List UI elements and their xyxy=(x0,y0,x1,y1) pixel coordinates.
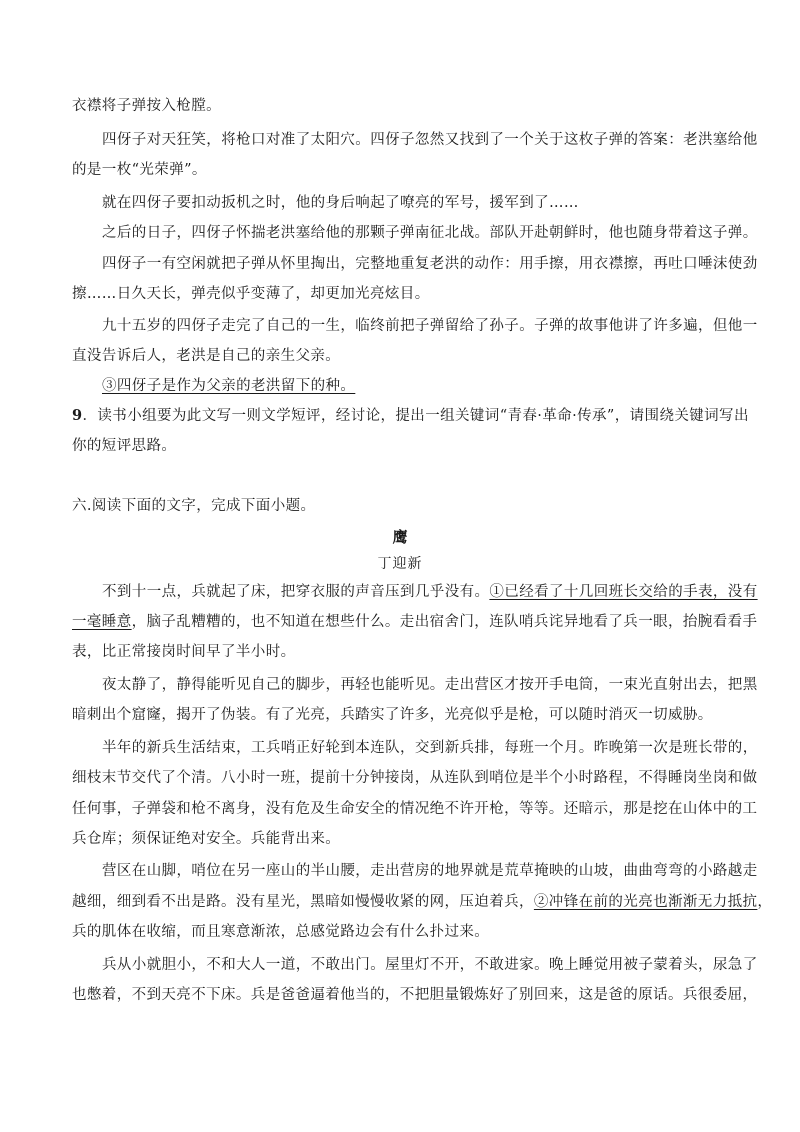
story-title: 鹰 xyxy=(392,528,408,546)
section-heading: 六.阅读下面的文字，完成下面小题。 xyxy=(72,498,316,514)
text-line: 细枝末节交代了个清。八小时一班，提前十分钟接岗，从连队到哨位是半个小时路程，不得睡岗坐岗和做 xyxy=(72,770,758,786)
text-span: ， xyxy=(757,894,773,910)
text-line: 夜太静了，静得能听见自己的脚步，再轻也能听见。走出营区才按开手电筒，一束光直射出去，把黑 xyxy=(102,677,758,693)
text-line xyxy=(102,582,758,602)
text-line: 表，比正常接岗时间早了半小时。 xyxy=(72,644,296,660)
text-line: 之后的日子，四伢子怀揣老洪塞给他的那颗子弹南征北战。部队开赴朝鲜时，他也随身带着这子弹。 xyxy=(102,225,758,241)
text-line: 兵从小就胆小，不和大人一道，不敢出门。屋里灯不开，不敢进家。晚上睡觉用被子蒙着头，尿急了 xyxy=(102,957,758,973)
text-span: ，脑子乱糟糟的，也不知道在想些什么。走出宿舍门，连队哨兵诧异地看了兵一眼，抬腕看看手 xyxy=(131,614,758,630)
text-line: 你的短评思路。 xyxy=(72,438,177,454)
text-line: 半年的新兵生活结束，工兵哨正好轮到本连队，交到新兵排，每班一个月。昨晚第一次是班长带的， xyxy=(102,740,758,756)
text-span: 不到十一点，兵就起了床，把穿衣服的声音压到几乎没有。 xyxy=(102,584,490,600)
text-span: 越细，细到看不出是路。没有星光，黑暗如慢慢收紧的网，压迫着兵， xyxy=(72,894,534,910)
text-line: 暗刺出个窟窿，揭开了伪装。有了光亮，兵踏实了许多，光亮似乎是枪，可以随时消灭一切威胁。 xyxy=(72,707,713,723)
question-text: ．读书小组要为此文写一则文学短评，经讨论，提出一组关键词“青春·革命·传承”，请围绕关键词写出 xyxy=(82,408,749,424)
text-line: 擦……日久天长，弹壳似乎变薄了，却更加光亮炫目。 xyxy=(72,286,430,302)
text-line xyxy=(72,612,757,632)
underlined-sentence: ③四伢子是作为父亲的老洪留下的种。 xyxy=(102,378,356,394)
story-author: 丁迎新 xyxy=(377,556,423,572)
text-line: 兵的肌体在收缩，而且寒意渐浓，总感觉路边会有什么扑过来。 xyxy=(72,924,490,940)
text-line: 四伢子对天狂笑，将枪口对准了太阳穴。四伢子忽然又找到了一个关于这枚子弹的答案：老洪塞给他 xyxy=(102,132,758,148)
underlined-sentence: ①已经看了十几回班长交给的手表，没有 xyxy=(489,584,758,600)
question-9 xyxy=(72,406,749,426)
underlined-sentence: 一毫睡意 xyxy=(72,614,132,630)
text-line: 九十五岁的四伢子走完了自己的一生，临终前把子弹留给了孙子。子弹的故事他讲了许多遍，但他一 xyxy=(102,318,758,334)
underlined-sentence: ②冲锋在前的光亮也渐渐无力抵抗 xyxy=(533,894,758,910)
text-line xyxy=(72,892,772,912)
text-line: 任何事，子弹袋和枪不离身，没有危及生命安全的情况绝不许开枪，等等。还暗示，那是挖在山体中的工 xyxy=(72,801,758,817)
text-line: 就在四伢子要扣动扳机之时，他的身后响起了嘹亮的军号，援军到了…… xyxy=(102,195,579,211)
text-line: 衣襟将子弹按入枪膛。 xyxy=(72,98,221,114)
text-line: 的是一枚“光荣弹”。 xyxy=(72,162,207,178)
text-line: 四伢子一有空闲就把子弹从怀里掏出，完整地重复老洪的动作：用手擦，用衣襟擦，再吐口唾沫使劲 xyxy=(102,256,758,272)
text-line: 直没告诉后人，老洪是自己的亲生父亲。 xyxy=(72,348,341,364)
question-number: 9 xyxy=(72,407,83,424)
text-line: 营区在山脚，哨位在另一座山的半山腰，走出营房的地界就是荒草掩映的山坡，曲曲弯弯的小路越走 xyxy=(102,863,758,879)
text-line: 也憋着，不到天亮不下床。兵是爸爸逼着他当的，不把胆量锻炼好了别回来，这是爸的原话。兵很委屈， xyxy=(72,987,758,1003)
text-line: 兵仓库；须保证绝对安全。兵能背出来。 xyxy=(72,831,341,847)
